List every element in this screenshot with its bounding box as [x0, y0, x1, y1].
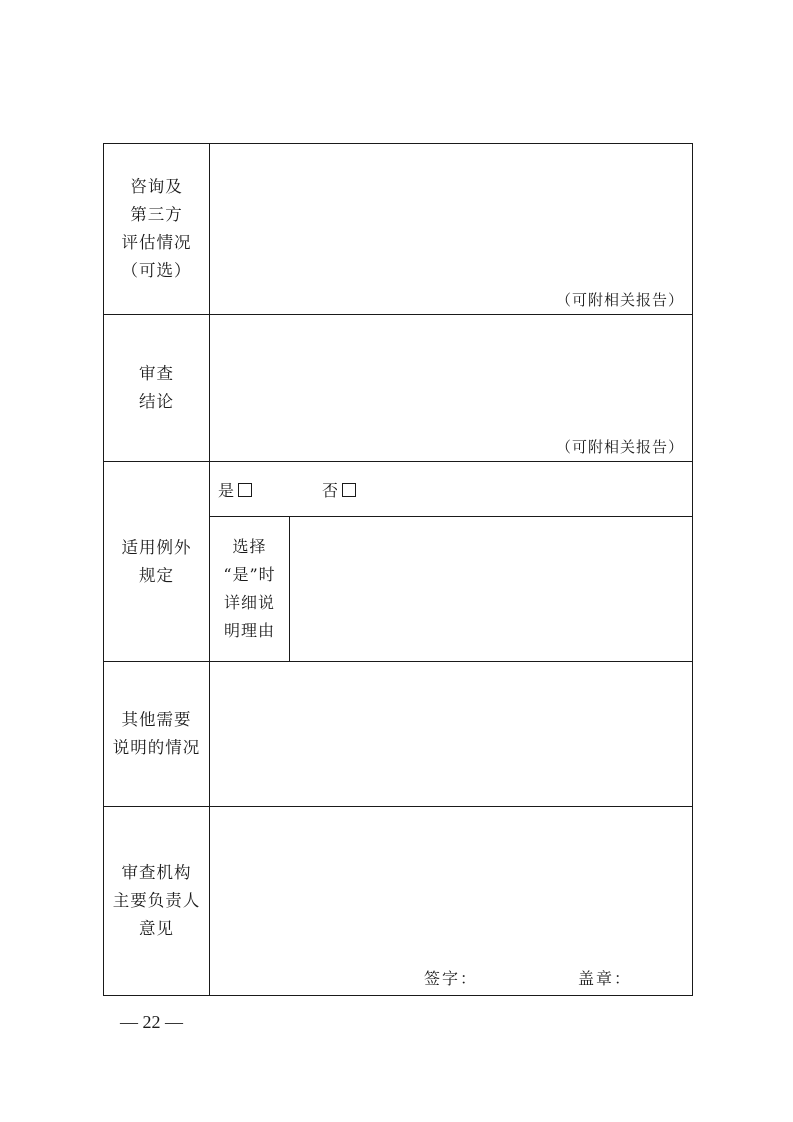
row-consultation	[104, 144, 692, 315]
other-label: 其他需要 说明的情况	[104, 662, 210, 806]
consultation-content-field[interactable]	[210, 144, 692, 314]
review-form-table	[103, 143, 693, 996]
head-opinion-label: 审查机构 主要负责人 意见	[104, 807, 210, 995]
seal-label: 盖章：	[578, 969, 633, 988]
no-option[interactable]	[322, 478, 356, 501]
reason-label: 选择 “是”时 详细说 明理由	[210, 517, 290, 661]
conclusion-content-field[interactable]	[210, 315, 692, 461]
consultation-attachment-note: （可附相关报告）	[555, 291, 684, 309]
reason-content-field[interactable]	[290, 517, 692, 661]
page-number: — 22 —	[120, 1012, 183, 1032]
exception-label: 适用例外 规定	[104, 462, 210, 661]
row-head-opinion	[104, 807, 692, 995]
row-other	[104, 662, 692, 807]
head-opinion-content-field[interactable]	[210, 807, 692, 995]
exception-choice-row	[210, 462, 692, 517]
other-content-field[interactable]	[210, 662, 692, 806]
yes-checkbox[interactable]	[238, 483, 252, 497]
consultation-label: 咨询及 第三方 评估情况 （可选）	[104, 144, 210, 314]
row-conclusion	[104, 315, 692, 462]
no-checkbox[interactable]	[342, 483, 356, 497]
conclusion-attachment-note: （可附相关报告）	[555, 438, 684, 456]
yes-option[interactable]	[218, 478, 252, 501]
no-option-label: 否	[322, 481, 339, 500]
yes-option-label: 是	[218, 481, 235, 500]
row-exception	[104, 462, 692, 662]
signature-label: 签字：	[424, 969, 479, 988]
conclusion-label: 审查 结论	[104, 315, 210, 461]
exception-content	[210, 462, 692, 661]
